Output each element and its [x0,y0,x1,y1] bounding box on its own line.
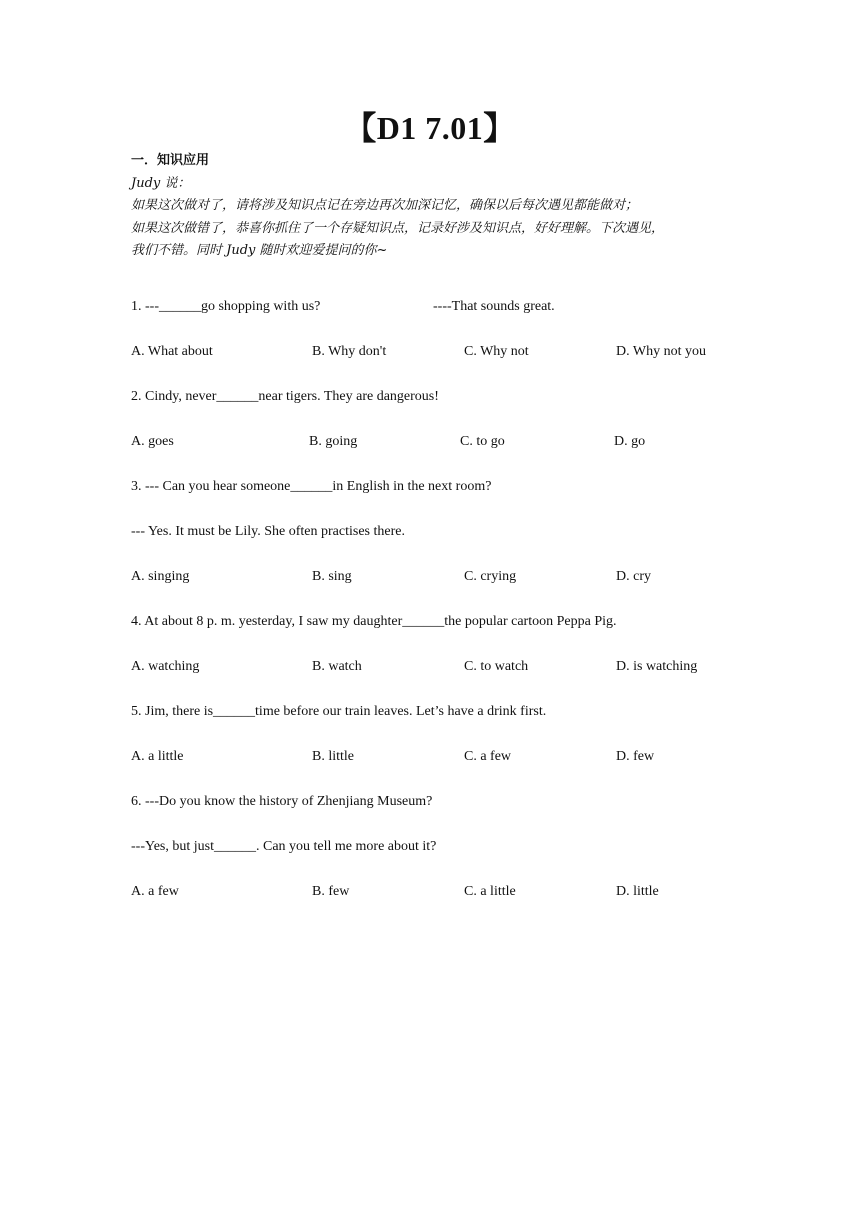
question-1-reply: ----That sounds great. [433,299,555,314]
question-5-option-d: D. few [616,749,655,764]
question-6-option-c: C. a little [464,884,516,899]
question-1-option-c: C. Why not [464,344,529,359]
question-3-option-a: A. singing [131,569,190,584]
question-3-option-b: B. sing [312,569,352,584]
question-4-stem: 4. At about 8 p. m. yesterday, I saw my daughter______the popular cartoon Peppa Pig. [131,614,617,629]
note-line-4: 我们不错。同时 Judy 随时欢迎爱提问的你~ [131,243,388,258]
question-2-option-a: A. goes [131,434,174,449]
note-line-2: 如果这次做对了，请将涉及知识点记在旁边再次加深记忆，确保以后每次遇见都能做对； [131,198,639,213]
question-2-option-b: B. going [309,434,358,449]
question-6-option-d: D. little [616,884,659,899]
question-1-option-a: A. What about [131,344,213,359]
question-6-option-a: A. a few [131,884,179,899]
question-3-option-c: C. crying [464,569,517,584]
question-4-option-c: C. to watch [464,659,529,674]
question-6-stem-reply: ---Yes, but just______. Can you tell me more about it? [131,839,437,854]
question-2-option-c: C. to go [460,434,505,449]
note-line-1: Judy 说： [131,176,191,191]
question-4-option-a: A. watching [131,659,200,674]
question-5-stem: 5. Jim, there is______time before our train leaves. Let’s have a drink first. [131,704,547,719]
question-6-stem: 6. ---Do you know the history of Zhenjiang Museum? [131,794,433,809]
question-2-stem: 2. Cindy, never______near tigers. They are dangerous! [131,389,439,404]
question-1-stem: 1. ---______go shopping with us? [131,299,321,314]
question-5-option-b: B. little [312,749,354,764]
section-heading: 一．知识应用 [131,153,210,168]
question-3-option-d: D. cry [616,569,651,584]
page-title: 【D1 7.01】 [344,110,516,146]
question-1-option-b: B. Why don't [312,344,387,359]
question-4-option-b: B. watch [312,659,362,674]
question-3-stem-reply: --- Yes. It must be Lily. She often practises there. [131,524,405,539]
question-4-option-d: D. is watching [616,659,698,674]
question-3-stem: 3. --- Can you hear someone______in English in the next room? [131,479,492,494]
question-2-option-d: D. go [614,434,646,449]
question-6-option-b: B. few [312,884,350,899]
question-5-option-c: C. a few [464,749,512,764]
note-line-3: 如果这次做错了，恭喜你抓住了一个存疑知识点，记录好涉及知识点，好好理解。下次遇见， [131,221,665,236]
question-5-option-a: A. a little [131,749,184,764]
question-1-option-d: D. Why not you [616,344,706,359]
